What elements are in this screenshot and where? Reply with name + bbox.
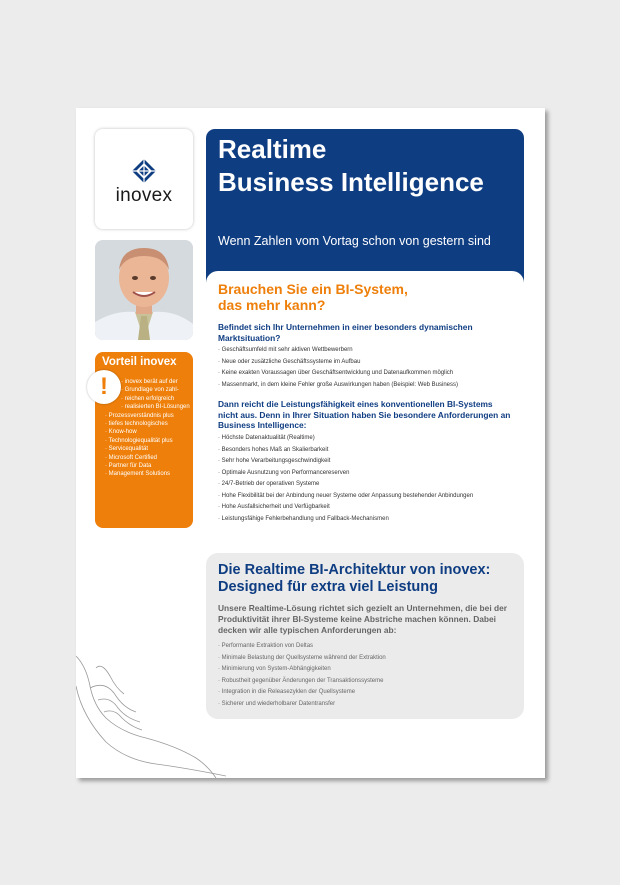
list-item: · Höchste Datenaktualität (Realtime)	[218, 433, 518, 445]
architecture-list	[218, 641, 518, 710]
diamond-logo-icon	[132, 159, 156, 183]
list-item: · Optimale Ausnutzung von Performancereserven	[218, 468, 518, 480]
list-item: · Massenmarkt, in dem kleine Fehler große Auswirkungen haben (Beispiel: Web Business)	[218, 380, 518, 392]
list-item: · Besonders hohes Maß an Skalierbarkeit	[218, 445, 518, 457]
page-subtitle: Wenn Zahlen vom Vortag schon von gestern sind	[218, 234, 491, 248]
advantage-line: · Grundlage von zahl-	[105, 386, 190, 394]
architecture-panel	[206, 553, 524, 719]
exclamation-icon: !	[87, 370, 121, 404]
advantage-line: · reichen erfolgreich	[105, 395, 190, 403]
architecture-intro: Unsere Realtime-Lösung richtet sich gezielt an Unternehmen, die bei der Produktivität ihrer BI-Systeme keine Abstriche machen können. Dabei decken wir alle typischen Anforderungen ab:	[218, 603, 508, 635]
list-item: · Hohe Flexibilität bei der Anbindung neuer Systeme oder Anpassung bestehender Anbindungen	[218, 491, 518, 503]
advantage-line: · Partner für Data	[105, 462, 190, 470]
flyer-page	[76, 108, 545, 778]
question-1: Befindet sich Ihr Unternehmen in einer besonders dynamischen Marktsituation?	[218, 322, 473, 343]
advantage-line: · tiefes technologisches	[105, 420, 190, 428]
list-item: · Minimierung von System-Abhängigkeiten	[218, 664, 518, 676]
hand-drawing	[76, 646, 226, 778]
question-1-list	[218, 345, 518, 391]
list-item: · 24/7-Betrieb der operativen Systeme	[218, 479, 518, 491]
list-item: · Leistungsfähige Fehlerbehandlung und Fallback-Mechanismen	[218, 514, 518, 526]
advantage-line: · realisierten BI-Lösungen	[105, 403, 190, 411]
advantage-line: · Servicequalität	[105, 445, 190, 453]
title-line-1: Realtime	[218, 134, 327, 164]
logo-text: inovex	[115, 185, 173, 206]
title-line-2: Business Intelligence	[218, 167, 484, 197]
portrait-photo	[95, 240, 193, 340]
list-item: · Robustheit gegenüber Änderungen der Transaktionssysteme	[218, 676, 518, 688]
list-item: · Keine exakten Voraussagen über Geschäftsentwicklung und Datenaufkommen möglich	[218, 368, 518, 380]
advantage-line: · inovex berät auf der	[105, 378, 190, 386]
panel-heading	[218, 281, 518, 313]
list-item: · Geschäftsumfeld mit sehr aktiven Wettbewerbern	[218, 345, 518, 357]
list-item: · Integration in die Releasezyklen der Quellsysteme	[218, 687, 518, 699]
advantage-line: · Technologiequalität plus	[105, 437, 190, 445]
list-item: · Neue oder zusätzliche Geschäftssysteme im Aufbau	[218, 357, 518, 369]
question-2-list	[218, 433, 518, 525]
panel-heading-line-1: Brauchen Sie ein BI-System,	[218, 281, 408, 297]
panel-heading-line-2: das mehr kann?	[218, 297, 326, 313]
advantages-title: Vorteil inovex	[102, 356, 177, 368]
page-title	[218, 133, 484, 199]
advantage-line: · Prozessverständnis plus	[105, 412, 190, 420]
list-item: · Hohe Ausfallsicherheit und Verfügbarkeit	[218, 502, 518, 514]
advantage-line: · Microsoft Certified	[105, 454, 190, 462]
advantage-line: · Management Solutions	[105, 470, 190, 478]
advantages-list	[105, 378, 190, 479]
architecture-title	[218, 562, 518, 596]
advantage-line: · Know-how	[105, 428, 190, 436]
list-item: · Sicherer und wiederholbarer Datentransfer	[218, 699, 518, 711]
requirements-panel	[206, 271, 524, 533]
list-item: · Sehr hohe Verarbeitungsgeschwindigkeit	[218, 456, 518, 468]
architecture-title-line-2: Designed für extra viel Leistung	[218, 579, 438, 595]
architecture-title-line-1: Die Realtime BI-Architektur von inovex:	[218, 562, 491, 578]
list-item: · Minimale Belastung der Quellsysteme während der Extraktion	[218, 653, 518, 665]
advantages-box	[95, 352, 193, 528]
list-item: · Performante Extraktion von Deltas	[218, 641, 518, 653]
portrait-image	[95, 240, 193, 340]
question-2: Dann reicht die Leistungsfähigkeit eines konventionellen BI-Systems nicht aus. Denn in Ihrer Situation haben Sie besondere Anforderungen an Business Intelligence:	[218, 399, 511, 430]
logo-box	[95, 129, 193, 229]
